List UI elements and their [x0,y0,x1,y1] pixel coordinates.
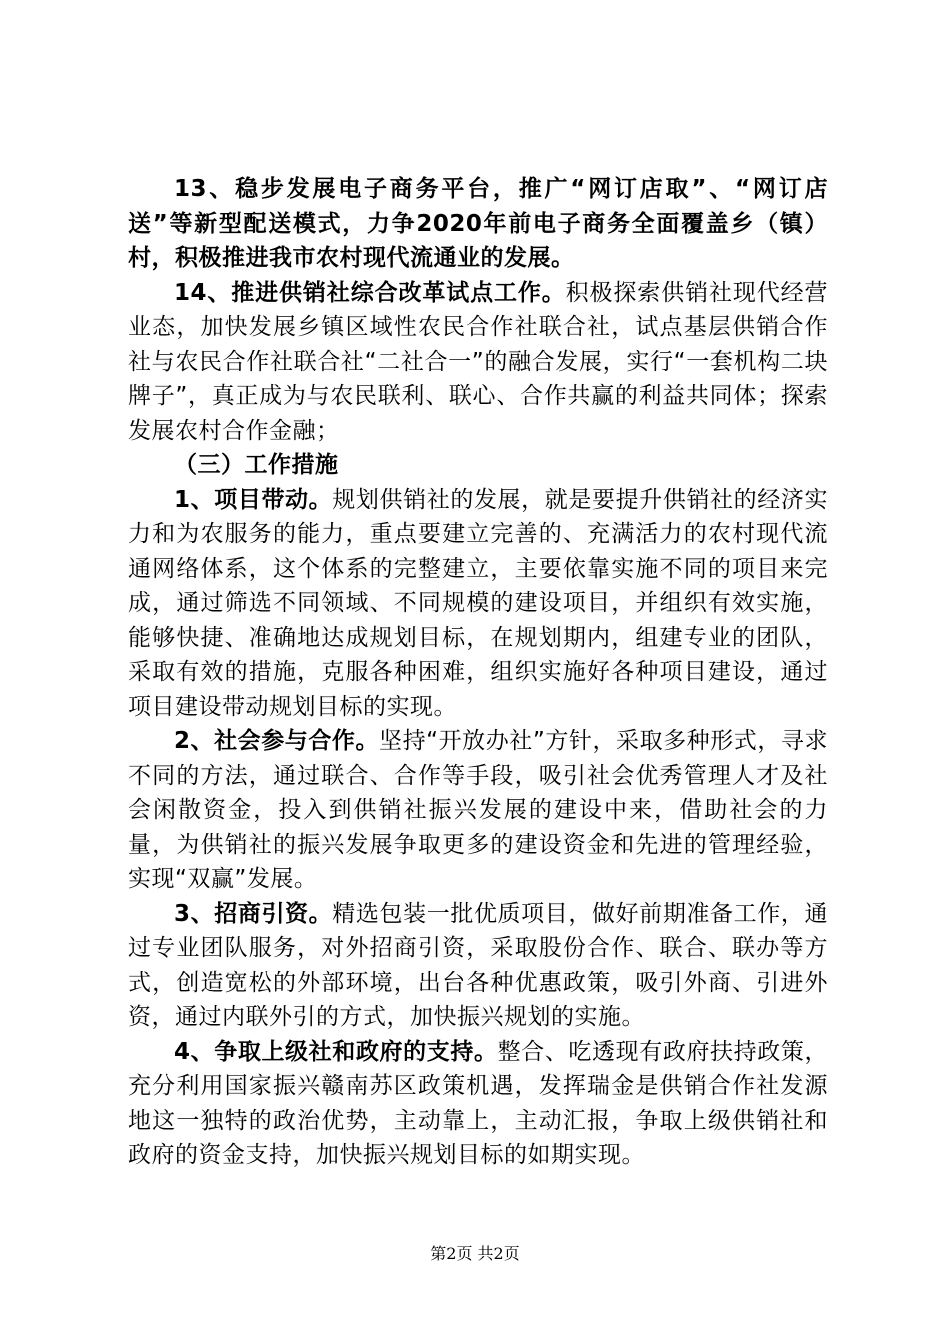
document-body [128,172,828,1173]
measure-3 [128,897,828,1035]
page-footer: 第2页 共2页 [430,1244,520,1263]
measure-2-rest: 坚持“开放办社”方针，采取多种形式，寻求不同的方法，通过联合、合作等手段，吸引社会优秀管理人才及社会闲散资金，投入到供销社振兴发展的建设中来，借助社会的力量，为供销社的振兴发展争取更多的建设资金和先进的管理经验，实现“双赢”发展。 [128,728,828,892]
measure-1-rest: 规划供销社的发展，就是要提升供销社的经济实力和为农服务的能力，重点要建立完善的、充满活力的农村现代流通网络体系，这个体系的完整建立，主要依靠实施不同的项目来完成，通过筛选不同领域、不同规模的建设项目，并组织有效实施，能够快捷、准确地达成规划目标，在规划期内，组建专业的团队，采取有效的措施，克服各种困难，组织实施好各种项目建设，通过项目建设带动规划目标的实现。 [128,486,828,720]
paragraph-14-rest: 积极探索供销社现代经营业态，加快发展乡镇区域性农民合作社联合社，试点基层供销合作社与农民合作社联合社“二社合一”的融合发展，实行“一套机构二块牌子”，真正成为与农民联利、联心、合作共赢的利益共同体；探索发展农村合作金融； [128,279,828,444]
measure-1-lead: 1、项目带动。 [174,486,333,513]
measure-1 [128,483,828,725]
measure-2-lead: 2、社会参与合作。 [174,728,380,754]
paragraph-14-lead: 14、推进供销社综合改革试点工作。 [174,279,566,306]
measure-3-lead: 3、招商引资。 [174,900,333,927]
measure-2 [128,724,828,897]
paragraph-13 [128,172,828,276]
measure-3-rest: 精选包装一批优质项目，做好前期准备工作，通过专业团队服务，对外招商引资，采取股份合作、联合、联办等方式，创造宽松的外部环境，出台各种优惠政策，吸引外商、引进外资，通过内联外引的方式，加快振兴规划的实施。 [128,900,828,1030]
measure-4-rest: 整合、吃透现有政府扶持政策，充分利用国家振兴赣南苏区政策机遇，发挥瑞金是供销合作社发源地这一独特的政治优势，主动靠上，主动汇报，争取上级供销社和政府的资金支持，加快振兴规划目标的如期实现。 [128,1038,828,1168]
measure-4 [128,1035,828,1173]
paragraph-14 [128,276,828,449]
paragraph-13-lead: 13、稳步发展电子商务平台，推广“网订店取”、“网订店送”等新型配送模式，力争2020年前电子商务全面覆盖乡（镇）村，积极推进我市农村现代流通业的发展。 [128,176,828,271]
section-heading: （三）工作措施 [174,452,339,478]
measure-4-lead: 4、争取上级社和政府的支持。 [174,1038,498,1065]
